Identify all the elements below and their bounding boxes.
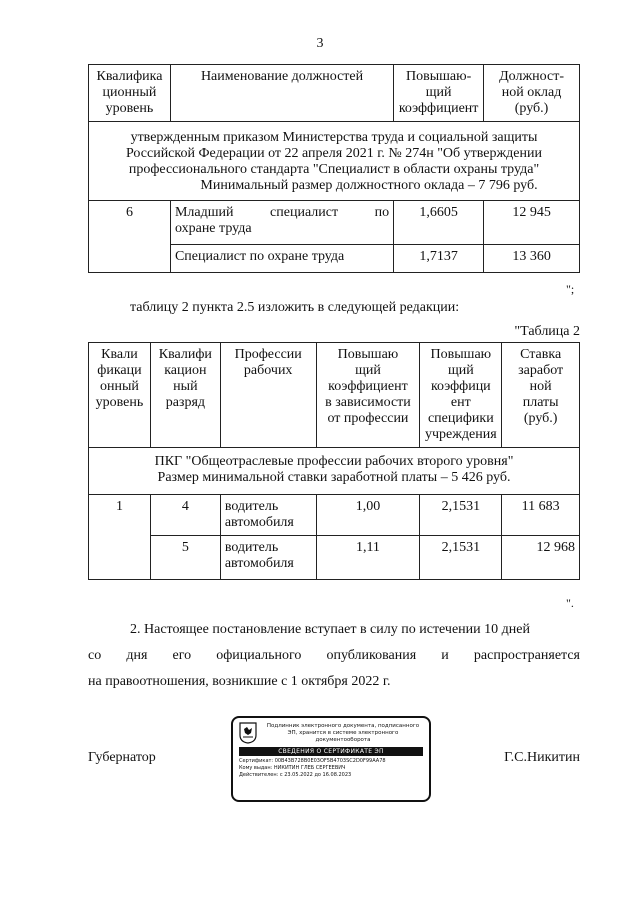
cell-name: Младший специалист по охране труда [170,201,393,245]
cell-profession: водитель автомобиля [220,536,316,580]
header-coef-profession: Повышаю щий коэффициент в зависимости от профессии [316,343,420,448]
table-2-end-mark: ". [566,596,574,610]
table-1 [88,64,580,273]
cell-coef: 1,6605 [394,201,484,245]
cell-coef: 1,7137 [394,245,484,273]
table-2-label: "Таблица 2 [514,324,580,339]
cell-coef-specific: 2,1531 [420,495,502,536]
stamp-validity: Действителен: с 23.05.2022 до 16.08.2023 [239,772,352,778]
table-row [89,536,580,580]
cell-level: 1 [89,495,151,580]
stamp-header: Подлинник электронного документа, подписанного ЭП, хранится в системе электронного документооборота [266,722,420,743]
table-2 [88,342,580,580]
intro-text: таблицу 2 пункта 2.5 изложить в следующей редакции: [130,300,460,315]
table-2-header-row [89,343,580,448]
cell-salary: 12 945 [484,201,580,245]
group-description: ПКГ "Общеотраслевые профессии рабочих второго уровня" Размер минимальной ставки заработной платы – 5 426 руб. [89,448,580,495]
header-rank: Квалифи кацион ный разряд [150,343,220,448]
table-row [89,201,580,245]
table-2-group-row [89,448,580,495]
coat-of-arms-icon [239,722,257,744]
header-profession: Профессии рабочих [220,343,316,448]
header-name: Наименование должностей [170,65,393,122]
stamp-certificate: Сертификат: 00B43B728B0E03OF5B4703SC2D0F99AA78 [239,758,386,764]
signatory-name: Г.С.Никитин [504,750,580,765]
cell-rate: 11 683 [502,495,580,536]
stamp-banner: СВЕДЕНИЯ О СЕРТИФИКАТЕ ЭП [239,747,423,756]
cell-coef-specific: 2,1531 [420,536,502,580]
paragraph-line-1: 2. Настоящее постановление вступает в силу по истечении 10 дней [130,622,530,637]
signatory-title: Губернатор [88,750,156,765]
cell-rank: 4 [150,495,220,536]
paragraph-line-2: со дня его официального опубликования и распространяется [88,648,580,663]
group-description: утвержденным приказом Министерства труда и социальной защиты Российской Федерации от 22 апреля 2021 г. № 274н "Об утверждении профессионального стандарта "Специалист в области охраны труда" Минимальный размер должностного оклада – 7 796 руб. [89,122,580,201]
cell-name: Специалист по охране труда [170,245,393,273]
header-level: Квали фикаци онный уровень [89,343,151,448]
table-1-end-mark: "; [566,282,575,296]
cell-profession: водитель автомобиля [220,495,316,536]
cell-rate: 12 968 [502,536,580,580]
cell-rank: 5 [150,536,220,580]
page-number: 3 [316,36,324,51]
cell-coef-profession: 1,00 [316,495,420,536]
stamp-owner: Кому выдан: НИКИТИН ГЛЕБ СЕРГЕЕВИЧ [239,765,346,771]
paragraph-line-3: на правоотношения, возникшие с 1 октября 2022 г. [88,674,391,689]
header-rate: Ставка заработ ной платы (руб.) [502,343,580,448]
table-1-header-row [89,65,580,122]
cell-coef-profession: 1,11 [316,536,420,580]
header-coef-specific: Повышаю щий коэффици ент специфики учреждения [420,343,502,448]
digital-signature-stamp [231,716,431,802]
cell-salary: 13 360 [484,245,580,273]
header-salary: Должност- ной оклад (руб.) [484,65,580,122]
table-row [89,495,580,536]
header-coef: Повышаю- щий коэффициент [394,65,484,122]
table-1-group-row [89,122,580,201]
cell-level: 6 [89,201,171,273]
header-level: Квалифика ционный уровень [89,65,171,122]
